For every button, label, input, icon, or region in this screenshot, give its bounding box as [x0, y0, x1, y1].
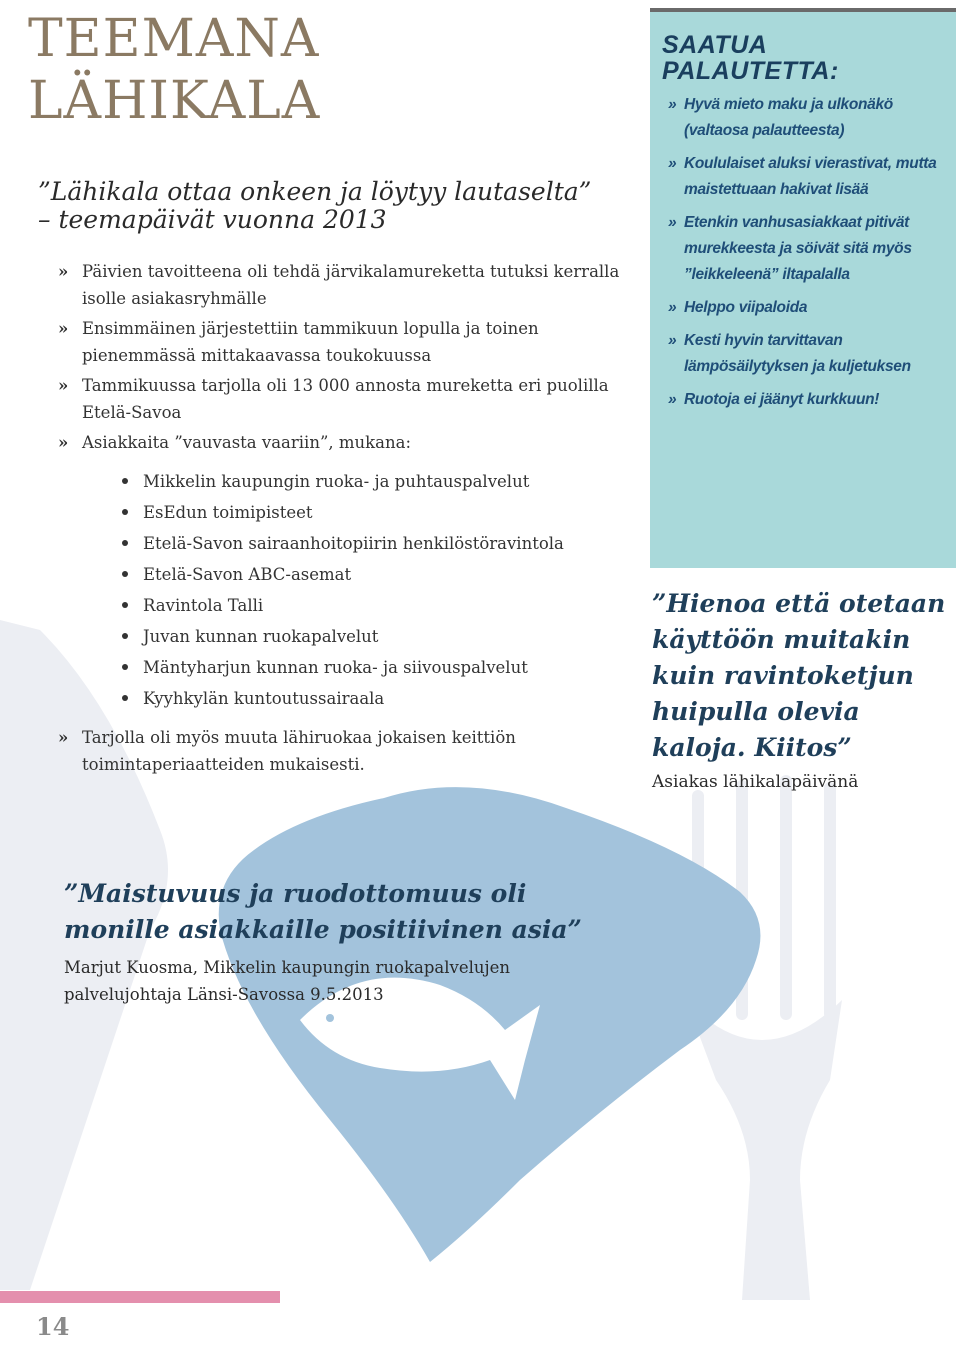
bullet-marker-icon: » [668, 299, 677, 316]
bullet-marker-icon: » [58, 376, 69, 395]
list-item-text: Kesti hyvin tarvittavan lämpösäilytyksen ja kuljetuksen [684, 332, 911, 375]
feedback-box [650, 8, 956, 568]
list-item-text: Ensimmäinen järjestettiin tammikuun lopulla ja toinen pienemmässä mittakaavassa toukokuussa [82, 319, 539, 365]
bullet-marker-icon: » [58, 319, 69, 338]
bullet-marker-icon: » [58, 728, 69, 747]
bullet-marker-icon: » [668, 332, 677, 349]
list-item-text: Päivien tavoitteena oli tehdä järvikalamureketta tutuksi kerralla isolle asiakasryhmälle [82, 262, 620, 308]
bullet-marker-icon: » [668, 391, 677, 408]
bullet-marker-icon: » [668, 155, 677, 172]
subtitle-line-1: ”Lähikala ottaa onkeen ja löytyy lautaselta” [38, 177, 592, 206]
bullet-dot-icon [122, 571, 128, 577]
customer-quote-attribution: Asiakas lähikalapäivänä [652, 772, 859, 792]
subtitle-line-2: – teemapäivät vuonna 2013 [38, 205, 387, 234]
closing-bullet-list [58, 724, 618, 778]
list-item-text: Hyvä mieto maku ja ulkonäkö (valtaosa palautteesta) [684, 96, 893, 139]
bullet-dot-icon [122, 478, 128, 484]
list-item [662, 210, 944, 288]
page-title [28, 8, 320, 132]
list-item [122, 683, 642, 714]
director-quote-attribution: Marjut Kuosma, Mikkelin kaupungin ruokapalvelujen palvelujohtaja Länsi-Savossa 9.5.2013 [64, 958, 511, 1004]
bullet-dot-icon [122, 602, 128, 608]
list-item [662, 295, 944, 321]
list-item-text: Juvan kunnan ruokapalvelut [143, 627, 379, 646]
bullet-marker-icon: » [668, 96, 677, 113]
customer-quote: ”Hienoa että otetaan käyttöön muitakin kuin ravintoketjun huipulla olevia kaloja. Kiitos” [652, 589, 946, 762]
list-item-text: EsEdun toimipisteet [143, 503, 313, 522]
list-item-text: Koululaiset aluksi vierastivat, mutta maistettuaan hakivat lisää [684, 155, 937, 198]
list-item-text: Etelä-Savon sairaanhoitopiirin henkilöstöravintola [143, 534, 564, 553]
bullet-dot-icon [122, 540, 128, 546]
bullet-marker-icon: » [58, 433, 69, 452]
list-item [122, 466, 642, 497]
title-line-2: LÄHIKALA [28, 71, 321, 131]
list-item [122, 528, 642, 559]
list-item [122, 590, 642, 621]
list-item-text: Ruotoja ei jäänyt kurkkuun! [684, 391, 880, 408]
list-item [122, 652, 642, 683]
list-item [662, 387, 944, 413]
list-item [122, 559, 642, 590]
list-item-text: Asiakkaita ”vauvasta vaariin”, mukana: [82, 433, 412, 452]
list-item [58, 258, 648, 312]
list-item-text: Mikkelin kaupungin ruoka- ja puhtauspalvelut [143, 472, 530, 491]
list-item-text: Helppo viipaloida [684, 299, 808, 316]
list-item [58, 429, 648, 456]
list-item-text: Mäntyharjun kunnan ruoka- ja siivouspalvelut [143, 658, 528, 677]
list-item [662, 151, 944, 203]
list-item [122, 497, 642, 528]
list-item [58, 724, 618, 778]
subtitle-quote [38, 178, 638, 234]
list-item [58, 372, 648, 426]
feedback-title [662, 32, 944, 84]
list-item-text: Kyyhkylän kuntoutussairaala [143, 689, 385, 708]
list-item-text: Etenkin vanhusasiakkaat pitivät murekkeesta ja söivät sitä myös ”leikkeleenä” iltapalalla [684, 214, 912, 283]
feedback-title-line-2: PALAUTETTA: [662, 57, 839, 85]
page-number: 14 [36, 1312, 70, 1341]
fork-icon [686, 775, 842, 1300]
bullet-dot-icon [122, 633, 128, 639]
feedback-title-line-1: SAATUA [662, 31, 768, 59]
bullet-marker-icon: » [668, 214, 677, 231]
title-line-1: TEEMANA [28, 9, 320, 69]
bullet-dot-icon [122, 509, 128, 515]
list-item-text: Tammikuussa tarjolla oli 13 000 annosta mureketta eri puolilla Etelä-Savoa [82, 376, 609, 422]
footer-accent-bar [0, 1291, 280, 1303]
list-item [662, 328, 944, 380]
participant-list [122, 466, 642, 714]
bullet-dot-icon [122, 664, 128, 670]
list-item-text: Tarjolla oli myös muuta lähiruokaa jokaisen keittiön toimintaperiaatteiden mukaisesti. [82, 728, 516, 774]
list-item [662, 92, 944, 144]
list-item [58, 315, 648, 369]
bullet-dot-icon [122, 695, 128, 701]
bullet-marker-icon: » [58, 262, 69, 281]
feedback-list [662, 92, 944, 413]
list-item [122, 621, 642, 652]
list-item-text: Etelä-Savon ABC-asemat [143, 565, 352, 584]
director-quote: ”Maistuvuus ja ruodottomuus oli monille asiakkaille positiivinen asia” [64, 879, 582, 944]
list-item-text: Ravintola Talli [143, 596, 264, 615]
main-bullet-list [58, 258, 648, 459]
